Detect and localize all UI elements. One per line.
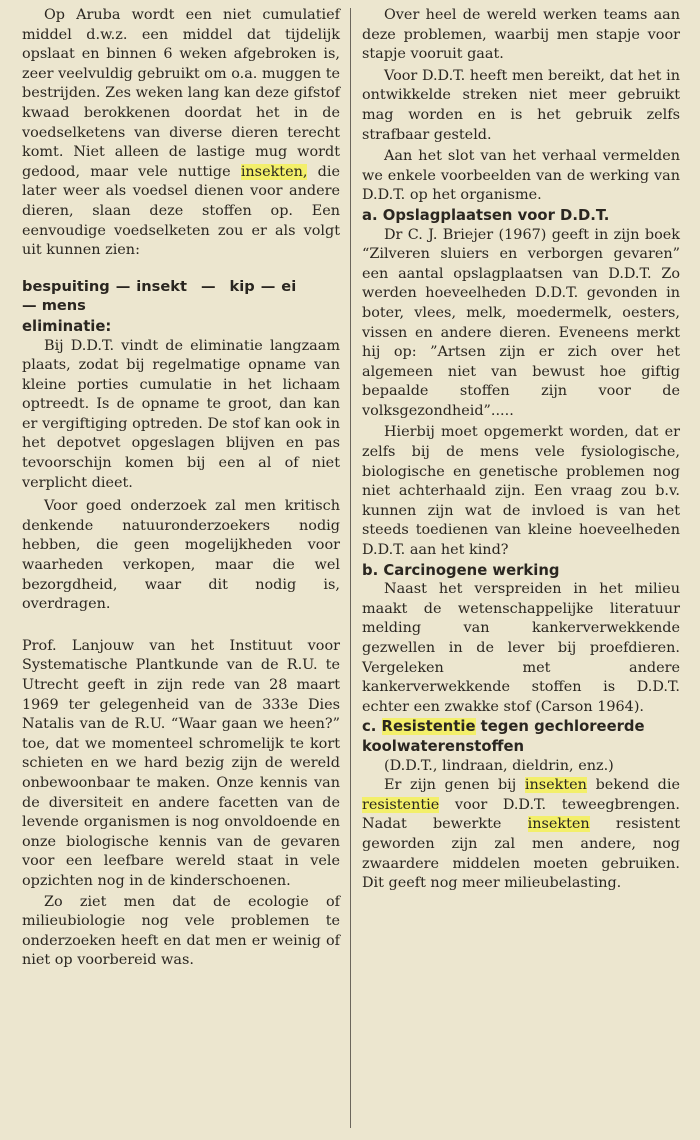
highlight-resistentie: resistentie — [362, 796, 440, 813]
chain-item: kip — [229, 277, 255, 295]
paragraph-aruba: Op Aruba wordt een niet cumulatief middel d.w.z. een middel dat tijdelijk opslaat en binnen 6 weken afgebroken is, zeer veelvuldig gebruikt om o.a. muggen te bestrijden. Zes weken lang kan deze gifstof kwaad berokkenen doordat het in de voedselketens van diverse dieren terecht komt. Niet alleen de lastige mug wordt gedood, maar vele nuttige insekten, die later weer als voedsel dienen voor andere dieren, slaan deze stoffen op. Een eenvoudige voedselketen zou er als volgt uit kunnen zien: — [22, 7, 341, 259]
left-column — [22, 6, 340, 971]
highlight-resistentie-heading: Resistentie — [381, 718, 476, 736]
paragraph-hierbij: Hierbij moet opgemerkt worden, dat er zelfs bij de mens vele fysiologische, biologische en genetische problemen nog niet achterhaald zijn. Een vraag zou b.v. kunnen zijn wat de invloed is van het steeds toedienen van kleine hoeveelheden D.D.T. aan het kind? — [362, 424, 680, 559]
highlight-insekten: insekten — [524, 777, 587, 794]
paragraph-genen: Er zijn genen bij insekten bekend die resistentie voor D.D.T. teweegbrengen. Nadat bewerkte insekten resistent geworden zijn zal men andere, nog zwaardere middelen moeten gebruiken. Dit geeft nog meer milieubelasting. — [362, 777, 680, 892]
paragraph-briejer: Dr C. J. Briejer (1967) geeft in zijn boek “Zilveren sluiers en verborgen gevaren” een aantal opslagplaatsen van D.D.T. Zo werden hoeveelheden D.D.T. gevonden in boter, vlees, melk, moedermelk, oesters, vissen en andere dieren. Eveneens merkt hij op: ”Artsen zijn er zich over het algemeen niet van bewust hoe giftig bepaalde stoffen zijn voor de volksgezondheid”..... — [362, 226, 680, 419]
paragraph-ddt-bereikt: Voor D.D.T. heeft men bereikt, dat het in ontwikkelde streken niet meer gebruikt mag worden en is het gebruik zelfs strafbaar gesteld. — [362, 67, 680, 143]
paragraph-teams: Over heel de wereld werken teams aan deze problemen, waarbij men stapje voor stapje vooruit gaat. — [362, 7, 680, 63]
paragraph-ecologie: Zo ziet men dat de ecologie of milieubiologie nog vele problemen te onderzoeken heeft en dat men er weinig of niet op voorbereid was. — [22, 893, 340, 969]
chain-item: mens — [41, 297, 86, 315]
heading-carcinogene: b. Carcinogene werking — [362, 561, 560, 579]
paragraph-lanjouw: Prof. Lanjouw van het Instituut voor Systematische Plantkunde van de R.U. te Utrecht geeft in zijn rede van 28 maart 1969 ter gelegenheid van de 333e Dies Natalis van de R.U. “Waar gaan we heen?” toe, dat we momenteel schromelijk te kort schieten en we hard bezig zijn de wereld onbewoonbaar te maken. Onze kennis van de diversiteit en andere facetten van de levende organismen is nog onvoldoende en onze biologische kennis van de gevaren voor een leefbare wereld staat in vele opzichten nog in de kinderschoenen. — [22, 637, 340, 889]
paragraph-ddt-list: (D.D.T., lindraan, dieldrin, enz.) — [384, 757, 614, 774]
column-divider — [350, 8, 351, 1128]
chain-item: insekt — [136, 277, 187, 295]
right-column — [362, 6, 680, 894]
paragraph-slot: Aan het slot van het verhaal vermelden we enkele voorbeelden van de werking van D.D.T. op het organisme. — [362, 148, 680, 204]
paragraph-onderzoek: Voor goed onderzoek zal men kritisch denkende natuuronderzoekers nodig hebben, die geen mogelijkheden voor waarheden verkopen, maar die wel bezorgdheid, waar dit nodig is, overdragen. — [22, 498, 340, 613]
highlight-insekten: insekten, — [240, 163, 308, 180]
highlight-insekten: insekten — [527, 816, 590, 833]
paragraph-eliminatie: Bij D.D.T. vindt de eliminatie langzaam plaats, zodat bij regelmatige opname van kleine porties cumulatie in het lichaam optreedt. Is de opname te groot, dan kan er vergiftiging optreden. De stof kan ook in het depotvet opgeslagen blijven en pas tevoorschijn komen bij een al of niet verplicht dieet. — [22, 337, 340, 491]
chain-item: ei — [281, 277, 297, 295]
food-chain-formula: bespuiting — insekt — kip — ei — mens — [22, 277, 297, 315]
heading-eliminatie: eliminatie: — [22, 317, 112, 335]
heading-resistentie: c. Resistentie tegen gechloreerde koolwaterenstoffen — [362, 718, 645, 755]
paragraph-carcinogene: Naast het verspreiden in het milieu maakt de wetenschappelijke literatuur melding van kankerverwekkende gezwellen in de lever bij proefdieren. Vergeleken met andere kankerverwekkende stoffen is D.D.T. echter een zwakke stof (Carson 1964). — [362, 581, 680, 715]
heading-opslagplaatsen: a. Opslagplaatsen voor D.D.T. — [362, 206, 610, 224]
chain-item: bespuiting — [22, 277, 110, 295]
